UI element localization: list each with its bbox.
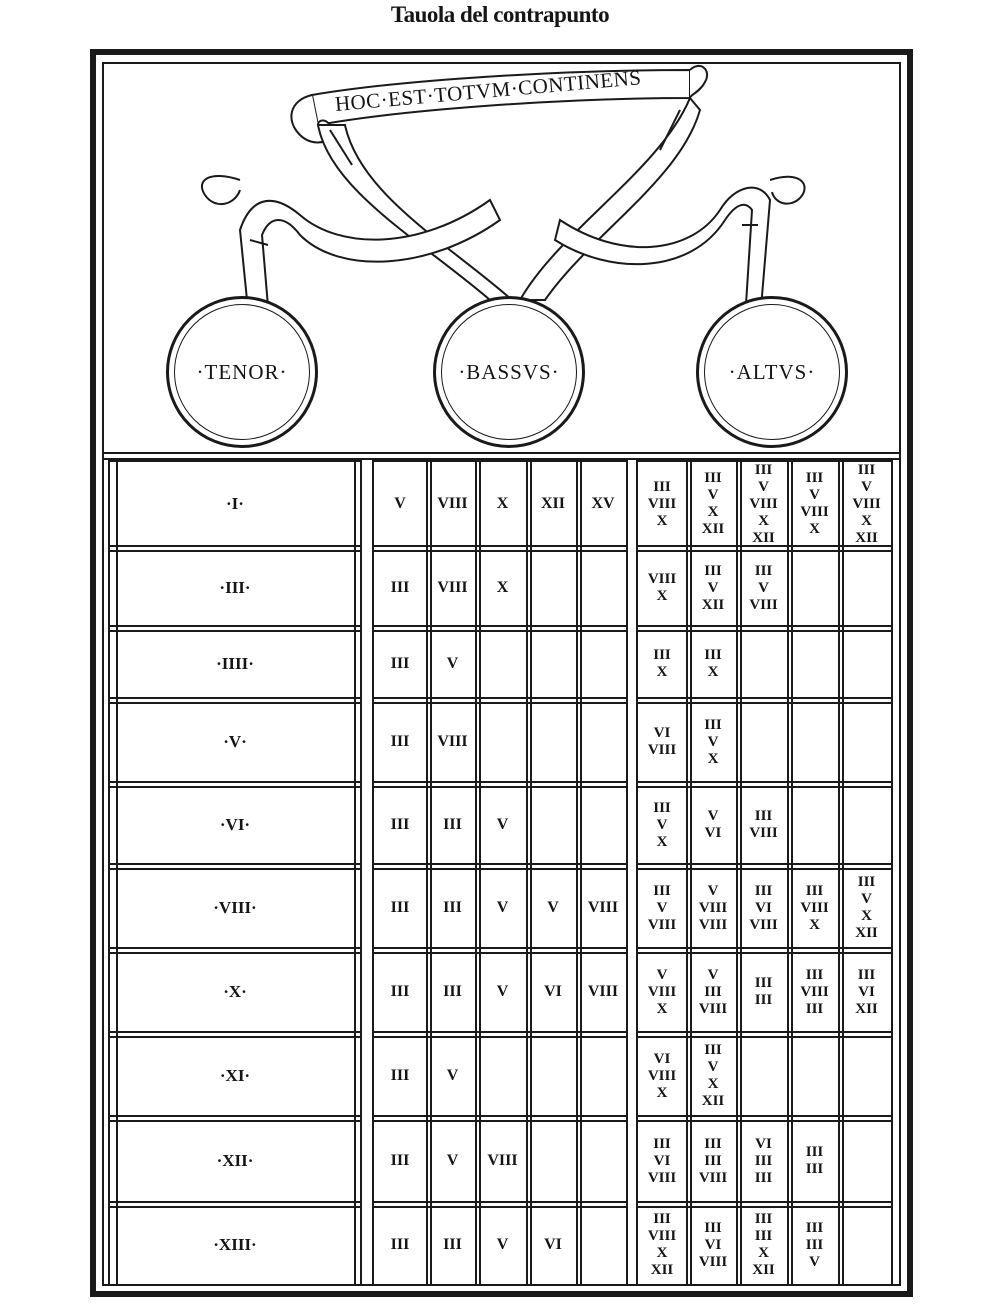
row-rule (108, 863, 362, 865)
row-rule (372, 786, 628, 788)
alto-interval-value: V (707, 733, 719, 750)
bass-interval-cell: VI (544, 983, 562, 1000)
bass-interval-cell: III (443, 983, 462, 1000)
header-divider (102, 452, 901, 460)
alto-interval-value: III (805, 1219, 824, 1236)
alto-interval-value: X (809, 916, 820, 933)
row-rule (636, 550, 893, 552)
bass-interval-cell: V (446, 1067, 459, 1084)
alto-interval-value: X (707, 504, 719, 520)
row-rule (372, 550, 628, 552)
bass-interval-cell: III (390, 899, 410, 916)
row-rule (108, 625, 362, 627)
alto-interval-value: VIII (749, 825, 778, 841)
row-rule (636, 1036, 893, 1038)
alto-interval-value: X (656, 1245, 668, 1261)
alto-interval-value: VIII (647, 742, 677, 758)
alto-interval-stack (688, 1042, 738, 1110)
alto-interval-stack (637, 725, 687, 759)
alto-interval-value: III (857, 966, 876, 983)
alto-interval-value: X (809, 521, 820, 537)
row-rule (636, 781, 893, 783)
alto-interval-value: III (805, 470, 824, 486)
bass-interval-cell: VIII (587, 899, 619, 916)
bass-interval-cell: III (443, 1236, 462, 1253)
alto-interval-value: III (754, 975, 773, 991)
alto-interval-value: X (656, 1000, 668, 1017)
tenor-interval-label: ·VI· (219, 815, 251, 834)
row-rule (108, 947, 362, 949)
alto-interval-stack (790, 1144, 840, 1178)
row-rule (108, 697, 362, 699)
row-rule (636, 947, 893, 949)
alto-interval-value: X (656, 1084, 668, 1101)
row-rule (108, 1031, 362, 1033)
bass-interval-cell: V (394, 495, 406, 512)
bass-interval-cell: III (390, 983, 410, 1000)
row-rule (372, 625, 628, 627)
alto-interval-value: X (707, 750, 719, 767)
tenor-interval-label: ·III· (219, 578, 251, 597)
row-rule (636, 1031, 893, 1033)
alto-interval-value: XII (701, 596, 725, 613)
alto-interval-stack (637, 1051, 687, 1102)
alto-interval-stack (688, 967, 738, 1018)
bass-interval-cell: X (496, 495, 509, 512)
voice-circle-bassus (433, 296, 585, 448)
alto-interval-value: XII (855, 925, 878, 941)
alto-interval-stack (688, 883, 738, 934)
alto-interval-value: X (656, 588, 668, 604)
bass-interval-cell: V (446, 655, 459, 672)
alto-interval-value: VIII (800, 504, 829, 520)
voice-label-tenor: ·TENOR· (196, 359, 288, 384)
alto-interval-value: XII (855, 1000, 878, 1017)
bass-interval-cell: VIII (487, 1152, 518, 1169)
alto-interval-value: VIII (698, 916, 728, 933)
alto-interval-value: X (707, 1076, 719, 1092)
row-rule (372, 1031, 628, 1033)
alto-interval-value: VIII (800, 983, 829, 1000)
bass-interval-cell: III (390, 579, 410, 596)
alto-interval-stack (688, 470, 738, 538)
alto-interval-stack (842, 462, 892, 547)
alto-interval-value: III (653, 647, 671, 663)
alto-interval-value: III (704, 1219, 722, 1236)
tenor-interval-label: ·V· (223, 732, 247, 751)
bass-interval-cell: III (390, 733, 410, 750)
alto-interval-stack (739, 563, 789, 614)
alto-interval-value: VIII (749, 495, 778, 512)
alto-interval-value: III (805, 882, 824, 899)
alto-interval-value: VIII (800, 899, 829, 916)
row-rule (636, 702, 893, 704)
row-rule (636, 630, 893, 632)
alto-interval-value: VIII (647, 495, 677, 512)
row-rule (372, 1120, 628, 1122)
alto-interval-value: X (656, 664, 668, 680)
alto-interval-stack (637, 1211, 687, 1279)
alto-interval-value: V (707, 487, 719, 503)
bass-interval-cell: V (496, 899, 509, 916)
alto-interval-value: III (704, 716, 722, 733)
row-rule (372, 1036, 628, 1038)
alto-interval-value: III (857, 874, 876, 890)
alto-interval-value: V (707, 1059, 719, 1075)
alto-interval-stack (637, 1136, 687, 1187)
alto-interval-stack (790, 1220, 840, 1271)
row-rule (372, 868, 628, 870)
alto-interval-value: XII (650, 1262, 674, 1278)
alto-interval-value: VIII (698, 1253, 728, 1270)
tenor-interval-label: ·VIII· (213, 898, 257, 917)
alto-interval-value: V (809, 487, 820, 503)
row-rule (108, 1036, 362, 1038)
row-rule (372, 1115, 628, 1117)
alto-interval-value: V (707, 966, 719, 983)
bass-interval-cell: X (496, 579, 509, 596)
row-rule (372, 697, 628, 699)
alto-interval-value: VIII (647, 916, 677, 933)
alto-interval-stack (688, 563, 738, 614)
bass-interval-cell: III (390, 1236, 410, 1253)
alto-interval-stack (739, 975, 789, 1009)
row-rule (372, 1206, 628, 1208)
alto-interval-value: III (754, 1152, 773, 1169)
tenor-interval-label: ·XII· (216, 1151, 254, 1170)
alto-interval-value: X (656, 512, 668, 529)
row-rule (108, 1120, 362, 1122)
alto-interval-stack (790, 470, 840, 538)
alto-interval-stack (739, 883, 789, 934)
alto-interval-value: V (656, 816, 668, 833)
alto-interval-value: III (754, 461, 773, 478)
row-rule (636, 952, 893, 954)
alto-interval-stack (637, 647, 687, 681)
alto-interval-value: III (754, 562, 773, 579)
row-rule (636, 1206, 893, 1208)
alto-interval-value: XII (855, 529, 878, 546)
bass-interval-cell: III (443, 816, 462, 833)
alto-interval-value: VIII (749, 596, 778, 613)
tenor-interval-label: ·I· (226, 494, 244, 513)
row-rule (372, 952, 628, 954)
tenor-interval-label: ·XI· (219, 1066, 251, 1085)
bass-interval-cell: III (390, 655, 410, 672)
row-rule (636, 1201, 893, 1203)
alto-interval-value: VI (653, 1152, 671, 1169)
alto-interval-value: III (754, 882, 773, 899)
bass-interval-cell: VI (544, 1236, 562, 1253)
alto-interval-value: III (805, 1000, 824, 1017)
alto-interval-value: X (861, 908, 872, 924)
bass-interval-cell: III (443, 899, 462, 916)
alto-interval-value: V (758, 579, 769, 596)
alto-interval-stack (739, 462, 789, 547)
alto-interval-value: III (805, 966, 824, 983)
alto-interval-value: III (653, 478, 671, 495)
row-rule (372, 863, 628, 865)
alto-interval-value: VIII (647, 1067, 677, 1084)
alto-interval-stack (739, 1211, 789, 1279)
alto-interval-stack (688, 1220, 738, 1271)
alto-interval-value: V (656, 899, 668, 916)
alto-interval-value: III (805, 1144, 824, 1160)
bass-interval-cell: V (446, 1152, 459, 1169)
alto-interval-value: III (653, 799, 671, 816)
bass-interval-cell: V (547, 899, 559, 916)
alto-interval-stack (637, 883, 687, 934)
row-rule (372, 947, 628, 949)
row-rule (372, 630, 628, 632)
bass-interval-cell: VIII (437, 579, 468, 596)
alto-interval-value: III (857, 461, 876, 478)
alto-interval-value: III (754, 808, 773, 824)
alto-interval-value: VI (653, 725, 671, 741)
row-rule (636, 868, 893, 870)
row-rule (108, 545, 362, 547)
voice-label-bassus: ·BASSVS· (458, 359, 560, 384)
col-rule (354, 460, 356, 1286)
alto-interval-value: VI (653, 1050, 671, 1067)
row-rule (636, 697, 893, 699)
voice-circle-altus (696, 296, 848, 448)
alto-interval-stack (637, 479, 687, 530)
alto-interval-value: V (861, 891, 872, 907)
alto-interval-value: III (704, 470, 722, 486)
alto-interval-value: VIII (647, 1169, 677, 1186)
alto-interval-value: VIII (852, 495, 881, 512)
voice-circle-tenor (166, 296, 318, 448)
row-rule (636, 625, 893, 627)
row-rule (636, 1120, 893, 1122)
alto-interval-value: III (754, 1228, 773, 1244)
col-rule (576, 460, 578, 1286)
bass-interval-cell: III (390, 1067, 410, 1084)
row-rule (108, 868, 362, 870)
row-rule (108, 630, 362, 632)
alto-interval-value: VI (755, 899, 772, 916)
page-title: Tauola del contrapunto (390, 2, 610, 27)
alto-interval-value: III (704, 1042, 722, 1058)
alto-interval-value: VI (704, 1236, 722, 1253)
bass-interval-cell: III (390, 816, 410, 833)
bass-interval-cell: XV (591, 495, 615, 512)
tenor-interval-label: ·XIII· (213, 1235, 257, 1254)
alto-interval-value: III (704, 1135, 722, 1152)
alto-interval-value: III (754, 992, 773, 1008)
row-rule (636, 1115, 893, 1117)
alto-interval-value: V (861, 478, 872, 495)
alto-interval-value: XII (752, 529, 775, 546)
alto-interval-value: X (758, 1245, 769, 1261)
alto-interval-value: III (704, 562, 722, 579)
alto-interval-value: VI (858, 983, 875, 1000)
alto-interval-value: XII (752, 1262, 775, 1278)
row-rule (636, 786, 893, 788)
alto-interval-value: III (653, 1135, 671, 1152)
row-rule (108, 1115, 362, 1117)
alto-interval-value: XII (701, 521, 725, 537)
alto-interval-stack (637, 967, 687, 1018)
alto-interval-value: III (805, 1236, 824, 1253)
alto-interval-value: XII (701, 1093, 725, 1109)
alto-interval-value: V (707, 579, 719, 596)
alto-interval-value: X (861, 512, 872, 529)
ribbon-motto: HOC·EST·TOTVM·CONTINENS (333, 65, 643, 116)
alto-interval-value: III (754, 1211, 773, 1227)
alto-interval-value: III (704, 983, 722, 1000)
alto-interval-value: VIII (647, 983, 677, 1000)
row-rule (372, 781, 628, 783)
alto-interval-value: III (805, 1161, 824, 1177)
row-rule (108, 781, 362, 783)
alto-interval-value: VIII (698, 899, 728, 916)
alto-interval-stack (790, 883, 840, 934)
col-rule (842, 460, 844, 1286)
row-rule (108, 1201, 362, 1203)
alto-interval-stack (739, 1136, 789, 1187)
tenor-interval-label: ·X· (223, 982, 247, 1001)
row-rule (108, 702, 362, 704)
alto-interval-value: X (656, 833, 668, 850)
bass-interval-cell: VIII (437, 495, 468, 512)
alto-interval-stack (842, 967, 892, 1018)
alto-interval-value: V (758, 478, 769, 495)
bass-interval-cell: V (496, 1236, 509, 1253)
row-rule (636, 863, 893, 865)
alto-interval-value: III (704, 647, 722, 663)
col-rule (116, 460, 118, 1286)
alto-interval-value: VIII (749, 916, 778, 933)
alto-interval-value: V (707, 808, 719, 824)
alto-interval-value: VIII (698, 1000, 728, 1017)
alto-interval-stack (688, 717, 738, 768)
bass-interval-cell: III (390, 1152, 410, 1169)
alto-interval-value: X (707, 664, 719, 680)
alto-interval-value: VI (704, 825, 722, 841)
alto-interval-stack (688, 1136, 738, 1187)
alto-interval-stack (790, 967, 840, 1018)
alto-interval-value: VI (755, 1135, 772, 1152)
alto-interval-stack (688, 647, 738, 681)
bass-interval-cell: V (496, 983, 509, 1000)
alto-interval-value: VIII (647, 571, 677, 587)
col-rule (530, 460, 532, 1286)
alto-interval-value: X (758, 512, 769, 529)
row-rule (108, 952, 362, 954)
row-rule (372, 545, 628, 547)
alto-interval-value: VIII (647, 1228, 677, 1244)
alto-interval-value: VIII (698, 1169, 728, 1186)
alto-interval-value: III (653, 1211, 671, 1227)
bass-interval-cell: VIII (437, 733, 468, 750)
alto-interval-stack (637, 800, 687, 851)
alto-interval-value: V (707, 882, 719, 899)
alto-interval-value: III (653, 882, 671, 899)
alto-interval-value: V (656, 966, 668, 983)
row-rule (372, 702, 628, 704)
row-rule (108, 1206, 362, 1208)
row-rule (372, 1201, 628, 1203)
tenor-interval-label: ·IIII· (216, 654, 254, 673)
alto-interval-stack (688, 808, 738, 842)
row-rule (108, 550, 362, 552)
alto-interval-value: III (704, 1152, 722, 1169)
alto-interval-value: III (754, 1169, 773, 1186)
row-rule (108, 786, 362, 788)
alto-interval-stack (842, 874, 892, 942)
col-rule (580, 460, 582, 1286)
alto-interval-value: V (809, 1253, 820, 1270)
bass-interval-cell: XII (540, 495, 565, 512)
bass-interval-cell: V (496, 816, 509, 833)
alto-interval-stack (739, 808, 789, 842)
alto-interval-stack (637, 571, 687, 605)
bass-interval-cell: VIII (587, 983, 619, 1000)
voice-label-altus: ·ALTVS· (728, 359, 816, 384)
